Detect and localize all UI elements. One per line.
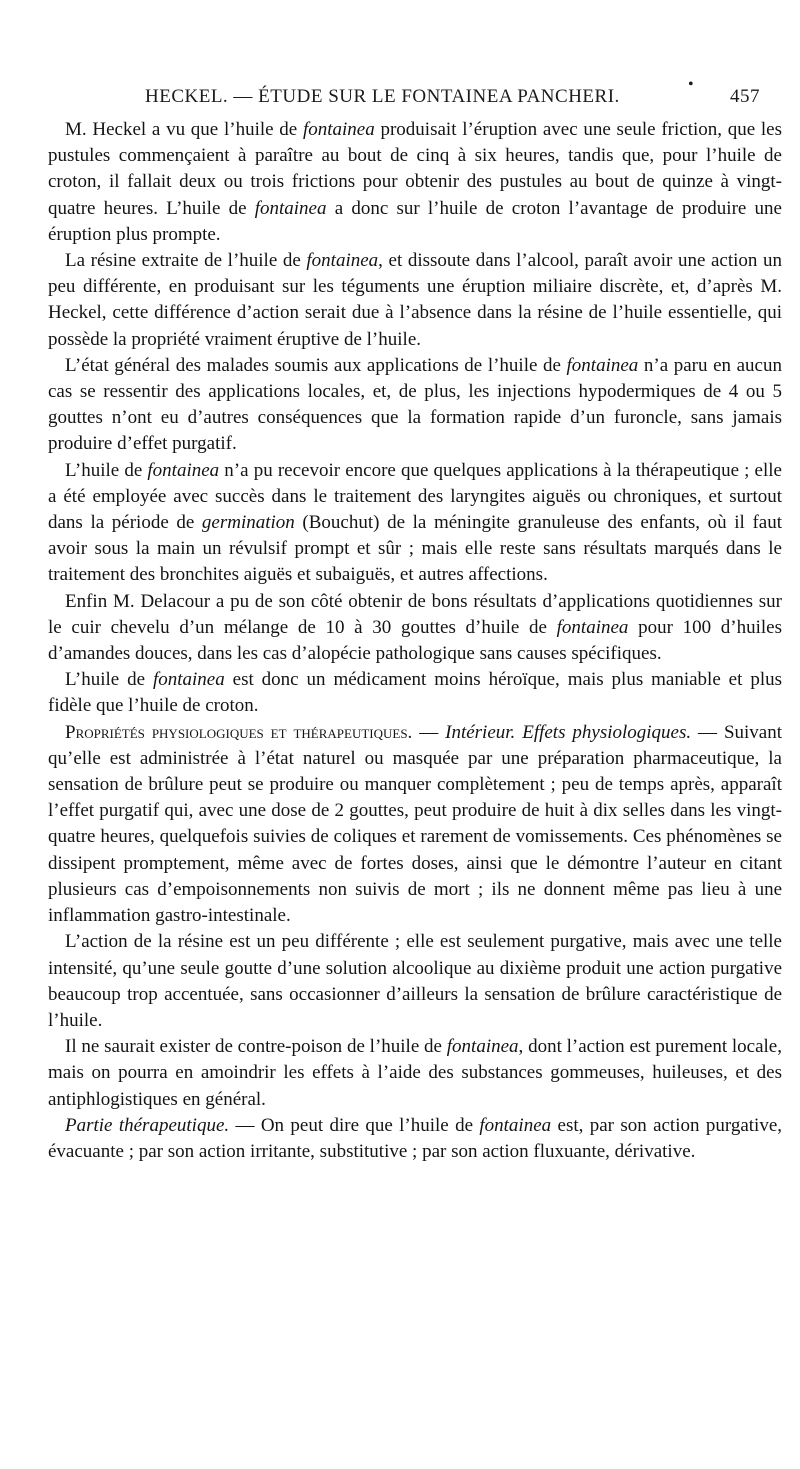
italic-run: fontainea xyxy=(147,459,220,481)
text-run: , dont l’action est purement locale, mais on pourra en amoindrir les effets à l’aide des substances gommeuses, huileuses, et des antiphlogistiques en général. xyxy=(48,1036,782,1110)
italic-run: fontainea xyxy=(566,354,639,376)
text-run: L’état général des malades soumis aux applications de l’huile de xyxy=(65,354,567,376)
text-run: L’huile de xyxy=(65,669,153,691)
italic-run: fontainea xyxy=(479,1114,552,1136)
text-run: L’action de la résine est un peu différente ; elle est seulement purgative, mais avec une telle intensité, qu’une seule goutte d’une solution alcoolique au dixième produit une action purgative beaucoup trop accentuée, sans occasionner d’ailleurs la sensation de brûlure caractéristique de l’huile. xyxy=(48,931,782,1031)
italic-run: fontainea xyxy=(306,250,379,272)
italic-run: fontainea xyxy=(152,669,225,691)
italic-run: Partie thérapeutique. xyxy=(65,1114,230,1136)
text-run: — On peut dire que l’huile de xyxy=(229,1114,480,1136)
paragraph xyxy=(48,117,782,248)
text-run: pour 100 d’huiles d’amandes douces, dans les cas d’alopécie pathologique sans causes spécifiques. xyxy=(48,616,782,665)
italic-run: Intérieur. Effets physiologiques. xyxy=(445,721,692,743)
paragraph xyxy=(48,353,782,458)
text-run: est, par son action purgative, évacuante ; par son action irritante, substitutive ; par son action fluxuante, dérivative. xyxy=(48,1114,783,1162)
text-run: n’a pu recevoir encore que quelques applications à la thérapeutique ; elle a été employée avec succès dans le traitement des laryngites aiguës ou chroniques, et surtout dans la période de xyxy=(48,459,782,534)
text-run: n’a paru en aucun cas se ressentir des applications locales, et, de plus, les injections hypodermiques de 4 ou 5 gouttes n’ont eu d’autres conséquences que la formation rapide d’un furoncle, sans jamais produire d’effet purgatif. xyxy=(48,354,782,455)
paragraph xyxy=(48,667,782,719)
italic-run: fontainea xyxy=(254,197,327,219)
text-run: (Bouchut) de la méningite granuleuse des enfants, où il faut avoir sous la main un révulsif prompt et sûr ; mais elle reste sans résultats marqués dans le traitement des bronchites aiguës et subaiguës, et autres affections. xyxy=(48,512,782,586)
italic-run: germination xyxy=(201,512,295,534)
text-run: La résine extraite de l’huile de xyxy=(65,250,307,272)
italic-run: fontainea xyxy=(556,616,629,638)
text-run: Il ne saurait exister de contre-poison de l’huile de xyxy=(65,1036,447,1058)
text-run: Enfin M. Delacour a pu de son côté obtenir de bons résultats d’applications quotidiennes sur le cuir chevelu d’un mélange de 10 à 30 gouttes d’huile de xyxy=(48,590,782,638)
text-run: M. Heckel a vu que l’huile de xyxy=(65,119,303,140)
text-run: — xyxy=(412,721,446,743)
text-run: produisait l’éruption avec une seule friction, que les pustules commençaient à paraître au bout de cinq à six heures, tandis que, pour l’huile de croton, il fallait deux ou trois frictions pour obtenir des pustules au bout de quinze à vingt-quatre heures. L’huile de xyxy=(48,119,782,219)
ink-dot: • xyxy=(688,76,695,93)
section-heading: Propriétés physiologiques et thérapeutiques. xyxy=(65,721,413,743)
text-run: , et dissoute dans l’alcool, paraît avoir une action un peu différente, en produisant sur les téguments une éruption miliaire discrète, et, d’après M. Heckel, cette différence d’action serait due à l’absence dans la résine de l’huile essentielle, qui possède la propriété vraiment éruptive de l’huile. xyxy=(48,250,782,350)
page-header xyxy=(48,76,760,116)
page-number: 457 xyxy=(730,86,760,107)
italic-run: fontainea xyxy=(302,119,375,140)
text-run: est donc un médicament moins héroïque, mais plus maniable et plus fidèle que l’huile de croton. xyxy=(48,669,782,717)
paragraph xyxy=(48,1034,782,1113)
running-title: HECKEL. — ÉTUDE SUR LE FONTAINEA PANCHERI. xyxy=(145,86,620,107)
paragraph xyxy=(48,458,782,589)
paragraph xyxy=(48,589,782,668)
paragraph xyxy=(48,1113,782,1165)
paragraph xyxy=(48,720,782,930)
italic-run: fontainea xyxy=(446,1036,519,1058)
body-text xyxy=(48,117,782,1165)
paragraph xyxy=(48,929,782,1034)
text-run: — Suivant qu’elle est administrée à l’état naturel ou masquée par une préparation pharmaceutique, la sensation de brûlure peut se produire ou manquer complètement ; peu de temps après, apparaît l’effet purgatif qui, avec une dose de 2 gouttes, peut produire de huit à dix selles dans les vingt-quatre heures, quelquefois suivies de coliques et rarement de vomissements. Ces phénomènes se dissipent promptement, même avec de fortes doses, ainsi que le démontre l’auteur en citant plusieurs cas d’empoisonnements non suivis de mort ; ils ne donnent même pas lieu à une inflammation gastro-intestinale. xyxy=(48,721,783,927)
text-run: L’huile de xyxy=(65,459,148,481)
text-run: a donc sur l’huile de croton l’avantage de produire une éruption plus prompte. xyxy=(48,197,782,245)
paragraph xyxy=(48,248,782,353)
